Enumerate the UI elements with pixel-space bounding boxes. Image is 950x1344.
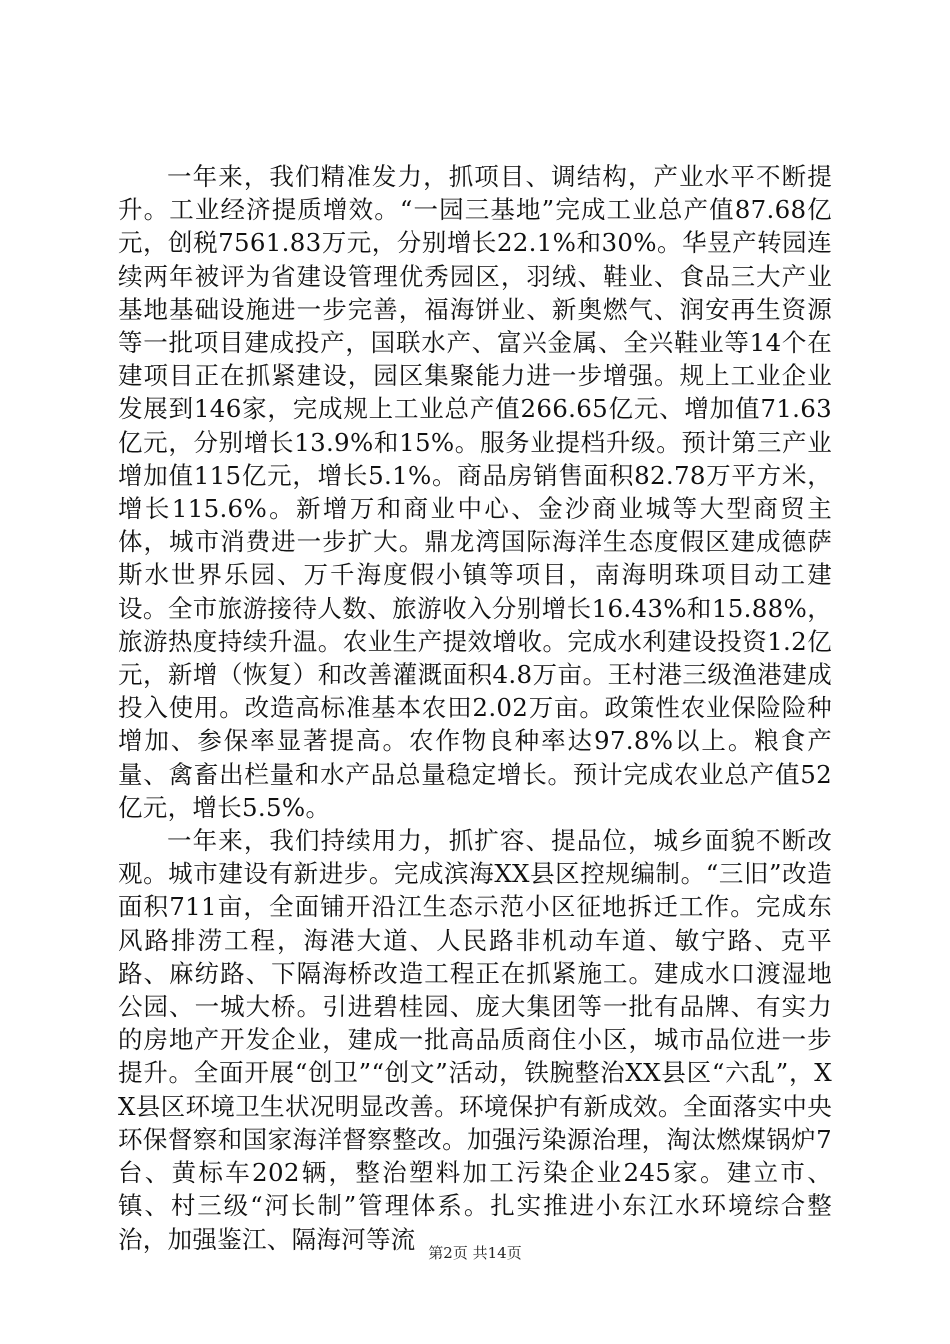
paragraph-urban: 一年来，我们持续用力，抓扩容、提品位，城乡面貌不断改观。城市建设有新进步。完成滨海XX县区控规编制。“三旧”改造面积711亩，全面铺开沿江生态示范小区征地拆迁工作。完成东风路排涝工程，海港大道、人民路非机动车道、敏宁路、克平路、麻纺路、下隔海桥改造工程正在抓紧施工。建成水口渡湿地公园、一城大桥。引进碧桂园、庞大集团等一批有品牌、有实力的房地产开发企业，建成一批高品质商住小区，城市品位进一步提升。全面开展“创卫”“创文”活动，铁腕整治XX县区“六乱”，XX县区环境卫生状况明显改善。环境保护有新成效。全面落实中央环保督察和国家海洋督察整改。加强污染源治理，淘汰燃煤锅炉7台、黄标车202辆，整治塑料加工污染企业245家。建立市、镇、村三级“河长制”管理体系。扎实推进小东江水环境综合整治，加强鉴江、隔海河等流 xyxy=(118,826,832,1254)
document-body xyxy=(118,160,832,1256)
page-number-footer: 第2页 共14页 xyxy=(428,1244,522,1262)
paragraph-industry: 一年来，我们精准发力，抓项目、调结构，产业水平不断提升。工业经济提质增效。“一园三基地”完成工业总产值87.68亿元，创税7561.83万元，分别增长22.1%和30%。华昱产转园连续两年被评为省建设管理优秀园区，羽绒、鞋业、食品三大产业基地基础设施进一步完善，福海饼业、新奥燃气、润安再生资源等一批项目建成投产，国联水产、富兴金属、全兴鞋业等14个在建项目正在抓紧建设，园区集聚能力进一步增强。规上工业企业发展到146家，完成规上工业总产值266.65亿元、增加值71.63亿元，分别增长13.9%和15%。服务业提档升级。预计第三产业增加值115亿元，增长5.1%。商品房销售面积82.78万平方米，增长115.6%。新增万和商业中心、金沙商业城等大型商贸主体，城市消费进一步扩大。鼎龙湾国际海洋生态度假区建成德萨斯水世界乐园、万千海度假小镇等项目，南海明珠项目动工建设。全市旅游接待人数、旅游收入分别增长16.43%和15.88%，旅游热度持续升温。农业生产提效增收。完成水利建设投资1.2亿元，新增（恢复）和改善灌溉面积4.8万亩。王村港三级渔港建成投入使用。改造高标准基本农田2.02万亩。政策性农业保险险种增加、参保率显著提高。农作物良种率达97.8%以上。粮食产量、禽畜出栏量和水产品总量稳定增长。预计完成农业总产值52亿元，增长5.5%。 xyxy=(118,162,832,822)
